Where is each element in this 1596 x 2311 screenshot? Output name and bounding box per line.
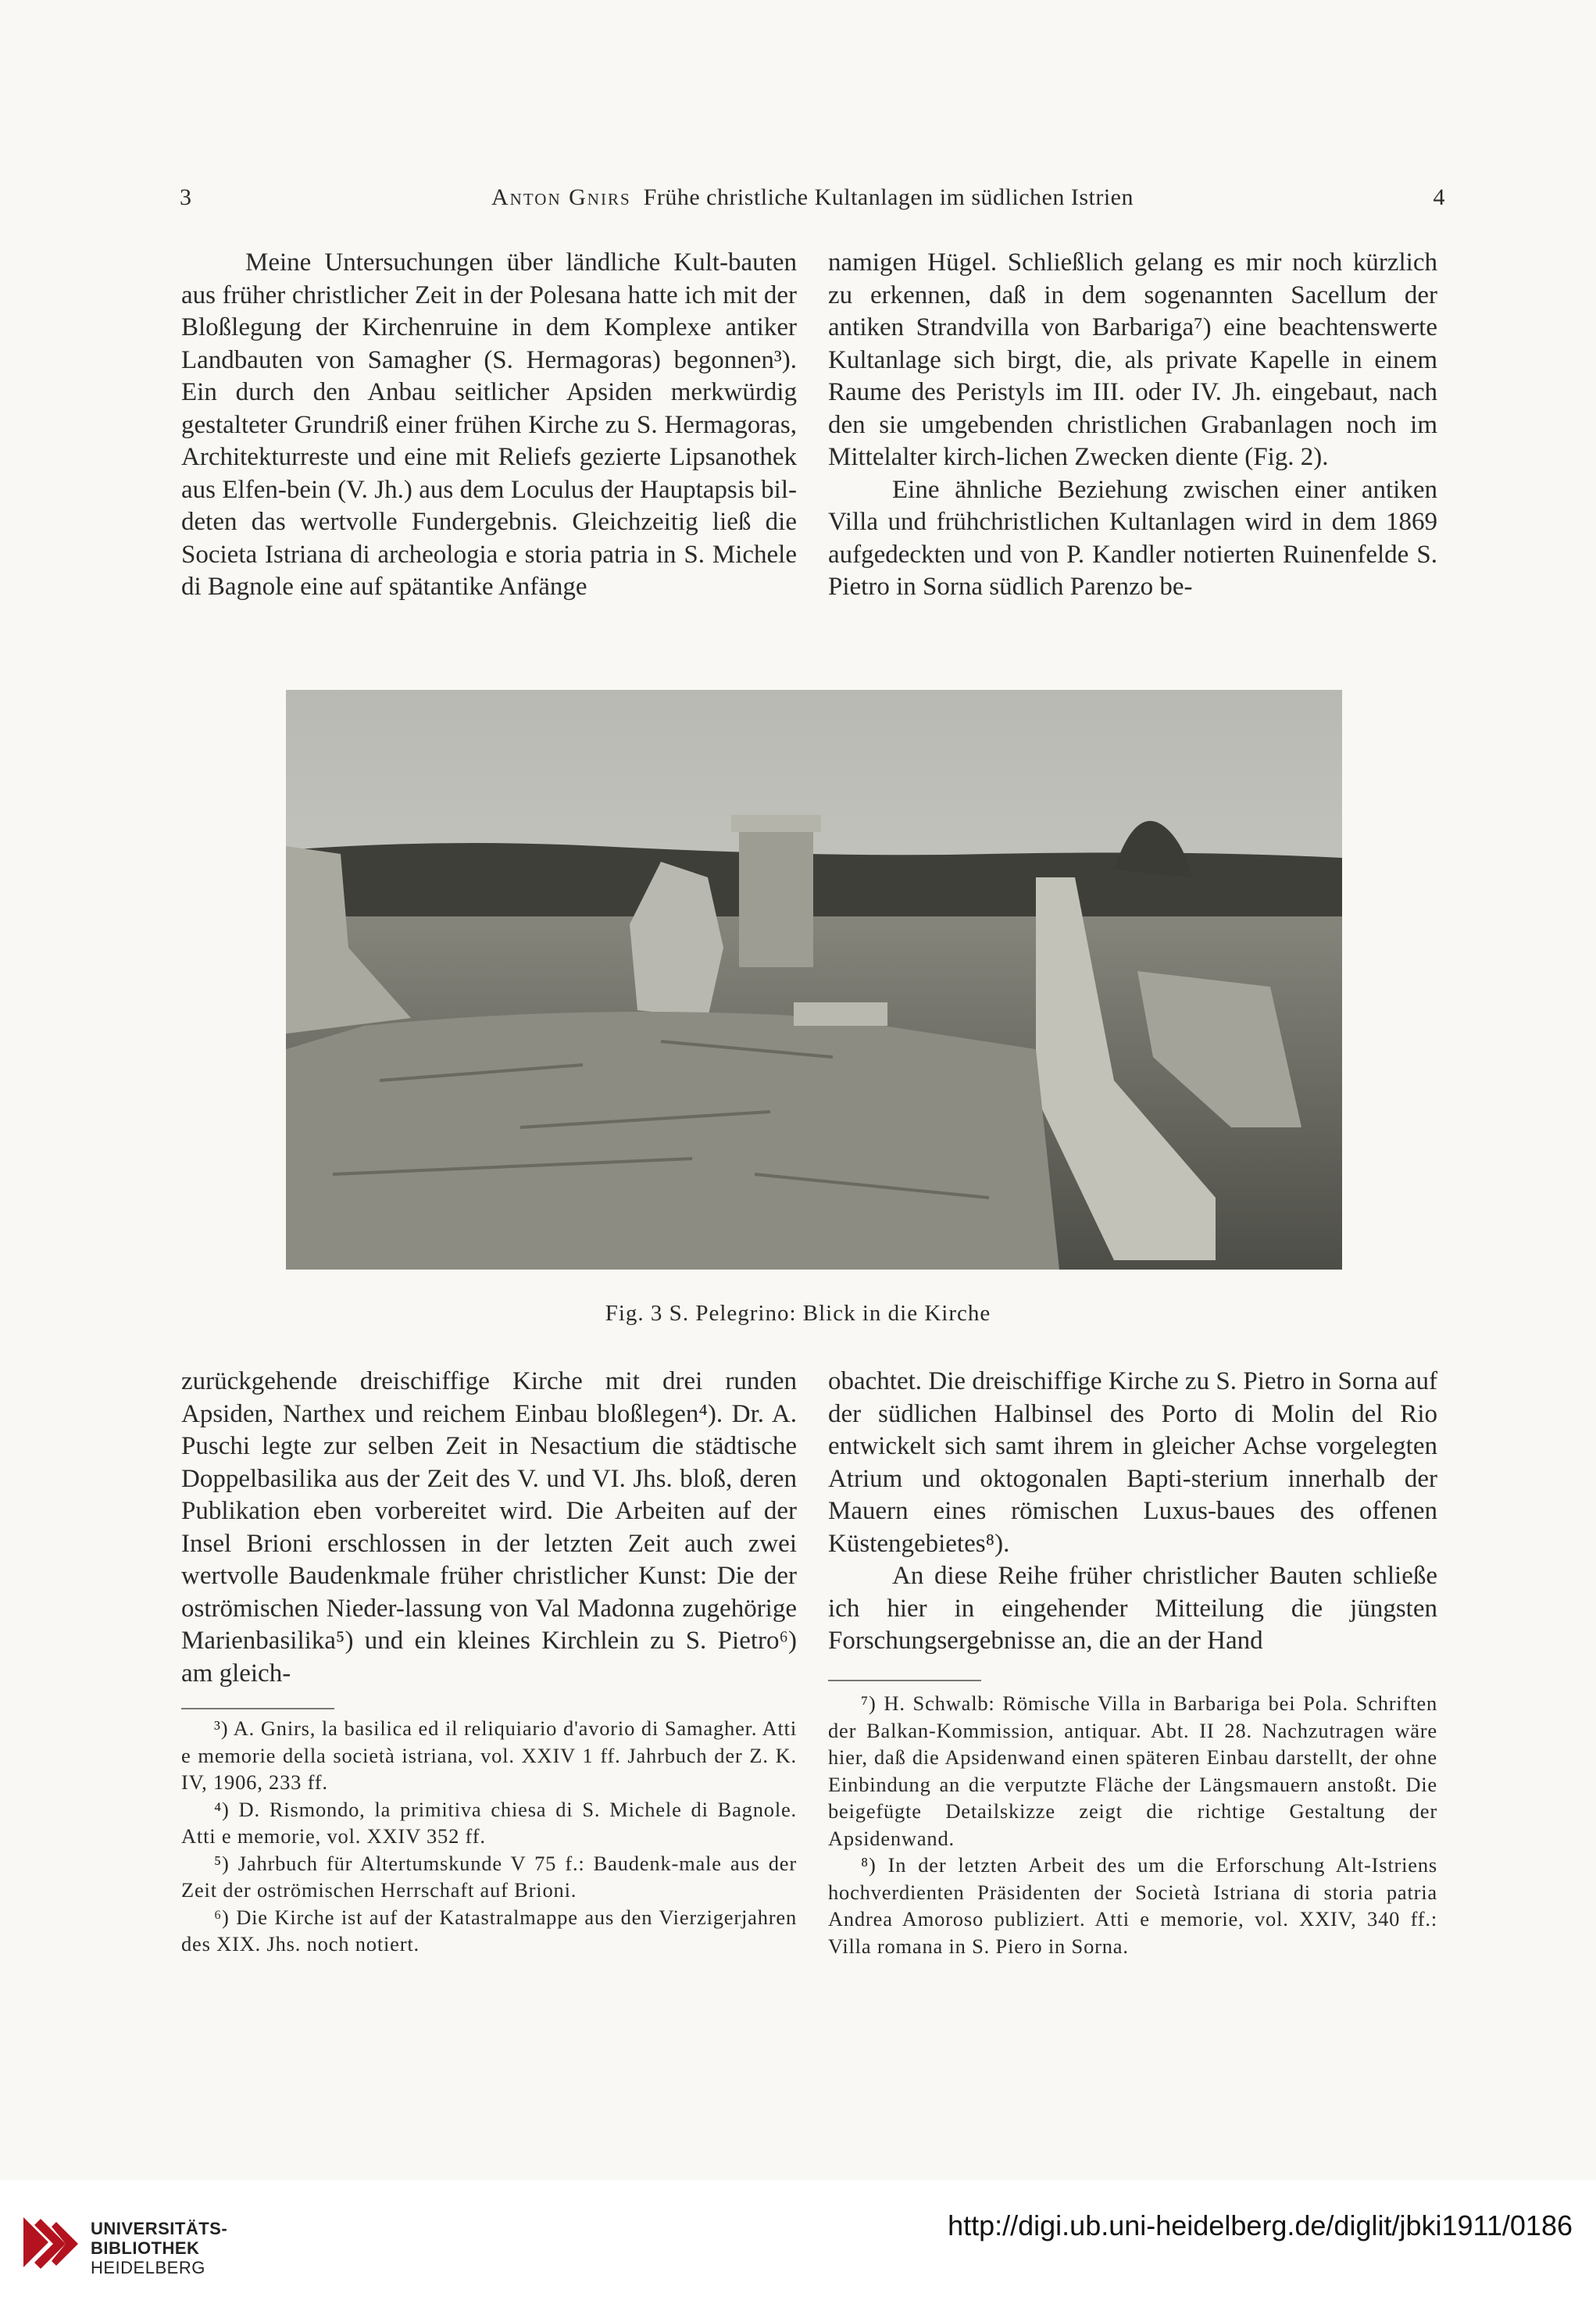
page-number-left: 3 <box>180 184 192 210</box>
running-title <box>180 184 1445 211</box>
paragraph: Eine ähnliche Beziehung zwischen einer antiken Villa und frühchristlichen Kultanlagen wird in dem 1869 aufgedeckten und von P. Kandler notierten Ruinenfelde S. Pietro in Sorna südlich Parenzo be- <box>828 475 1437 601</box>
page-number-right: 4 <box>1433 184 1445 210</box>
header-title: Frühe christliche Kultanlagen im südlichen Istrien <box>643 184 1134 210</box>
figure-photograph <box>286 690 1342 1270</box>
footnotes-right <box>828 1690 1437 1959</box>
top-column-left <box>181 247 797 604</box>
paragraph: Meine Untersuchungen über ländliche Kult-bauten aus früher christlicher Zeit in der Polesana hatte ich mit der Bloßlegung der Kirchenruine in dem Komplexe antiker Landbauten von Samagher (S. Hermagoras) begonnen³). Ein durch den Anbau seitlicher Apsiden merkwürdig gestalteter Grundriß einer frühen Kirche zu S. Hermagoras, Architekturreste und eine mit Reliefs gezierte Lipsanothek aus Elfen-bein (V. Jh.) aus dem Loculus der Hauptapsis bil-deten das wertvolle Fundergebnis. Gleichzeitig ließ die Societa Istriana di archeologia e storia patria in S. Michele di Bagnole eine auf spätantike Anfänge <box>181 248 797 601</box>
footnote: ⁷) H. Schwalb: Römische Villa in Barbariga bei Pola. Schriften der Balkan-Kommission, antiquar. Abt. II 28. Nachzutragen wäre hier, daß die Apsidenwand einen späteren Einbau darstellt, der ohne Einbindung an die verputzte Fläche der Längsmauern anstoßt. Die beigefügte Detailskizze zeigt die richtige Gestaltung der Apsidenwand. <box>828 1691 1437 1850</box>
footer-bar <box>0 2180 1596 2311</box>
university-library-logo-icon <box>17 2211 84 2281</box>
stone-block <box>794 1002 887 1026</box>
tower-ruin <box>739 819 813 967</box>
footnotes-left <box>181 1715 797 1958</box>
stone-floor <box>286 1012 1059 1270</box>
running-header <box>180 184 1445 223</box>
footnote: ⁸) In der letzten Arbeit des um die Erforschung Alt-Istriens hochverdienten Präsidenten der Società Istriana di storia patria Andrea Amoroso publiziert. Atti e memorie, vol. XXIV, 340 ff.: Villa romana in S. Piero in Sorna. <box>828 1853 1437 1958</box>
footnote: ³) A. Gnirs, la basilica ed il reliquiario d'avorio di Samagher. Atti e memorie della società istriana, vol. XXIV 1 ff. Jahrbuch der Z. K. IV, 1906, 233 ff. <box>181 1716 797 1794</box>
footnote: ⁴) D. Rismondo, la primitiva chiesa di S. Michele di Bagnole. Atti e memorie, vol. XXIV 352 ff. <box>181 1797 797 1848</box>
library-name-line3: HEIDELBERG <box>91 2258 205 2277</box>
library-name-line1: UNIVERSITÄTS- <box>91 2219 228 2238</box>
library-name-line2: BIBLIOTHEK <box>91 2238 200 2258</box>
paragraph: namigen Hügel. Schließlich gelang es mir noch kürzlich zu erkennen, daß in dem sogenannten Sacellum der antiken Strandvilla von Barbariga⁷) eine beachtenswerte Kultanlage sich birgt, die, als private Kapelle in einem Raume des Peristyls im III. oder IV. Jh. eingebaut, nach den sie umgebenden christlichen Grabanlagen noch im Mittelalter kirch-lichen Zwecken diente (Fig. 2). <box>828 248 1437 471</box>
permalink-url[interactable]: http://digi.ub.uni-heidelberg.de/diglit/jbki1911/0186 <box>948 2209 1573 2241</box>
footnote-rule-right <box>828 1680 981 1681</box>
figure-caption: Fig. 3 S. Pelegrino: Blick in die Kirche <box>605 1301 991 1326</box>
ruins-photo <box>286 690 1342 1270</box>
bottom-column-right <box>828 1366 1437 1658</box>
footnote: ⁶) Die Kirche ist auf der Katastralmappe aus den Vierzigerjahren des XIX. Jhs. noch notiert. <box>181 1905 797 1956</box>
paragraph: zurückgehende dreischiffige Kirche mit drei runden Apsiden, Narthex und reichem Einbau bloßlegen⁴). Dr. A. Puschi legte zur selben Zeit in Nesactium die städtische Doppelbasilika aus der Zeit des V. und VI. Jhs. bloß, deren Publikation eben vorbereitet wird. Die Arbeiten auf der Insel Brioni erschlossen in der letzten Zeit auch zwei wertvolle Baudenkmale früher christlicher Kunst: Die der oströmischen Nieder-lassung von Val Madonna zugehörige Marienbasilika⁵) und ein kleines Kirchlein zu S. Pietro⁶) am gleich- <box>181 1367 797 1688</box>
paragraph: An diese Reihe früher christlicher Bauten schließe ich hier in eingehender Mitteilung die jüngsten Forschungsergebnisse an, die an der Hand <box>828 1562 1437 1655</box>
footnote: ⁵) Jahrbuch für Altertumskunde V 75 f.: Baudenk-male aus der Zeit der oströmischen Herrschaft auf Brioni. <box>181 1851 797 1902</box>
header-author: Anton Gnirs <box>491 184 631 210</box>
bottom-column-left <box>181 1366 797 1690</box>
top-column-right <box>828 247 1437 604</box>
footnote-rule-left <box>181 1708 334 1709</box>
paragraph: obachtet. Die dreischiffige Kirche zu S. Pietro in Sorna auf der südlichen Halbinsel des Porto di Molin del Rio entwickelt sich samt ihrem in gleicher Achse vorgelegten Atrium und oktogonalen Bapti-sterium innerhalb der Mauern eines römischen Luxus-baues des offenen Küstengebietes⁸). <box>828 1367 1437 1558</box>
library-name <box>91 2219 227 2277</box>
tower-top <box>731 815 821 832</box>
